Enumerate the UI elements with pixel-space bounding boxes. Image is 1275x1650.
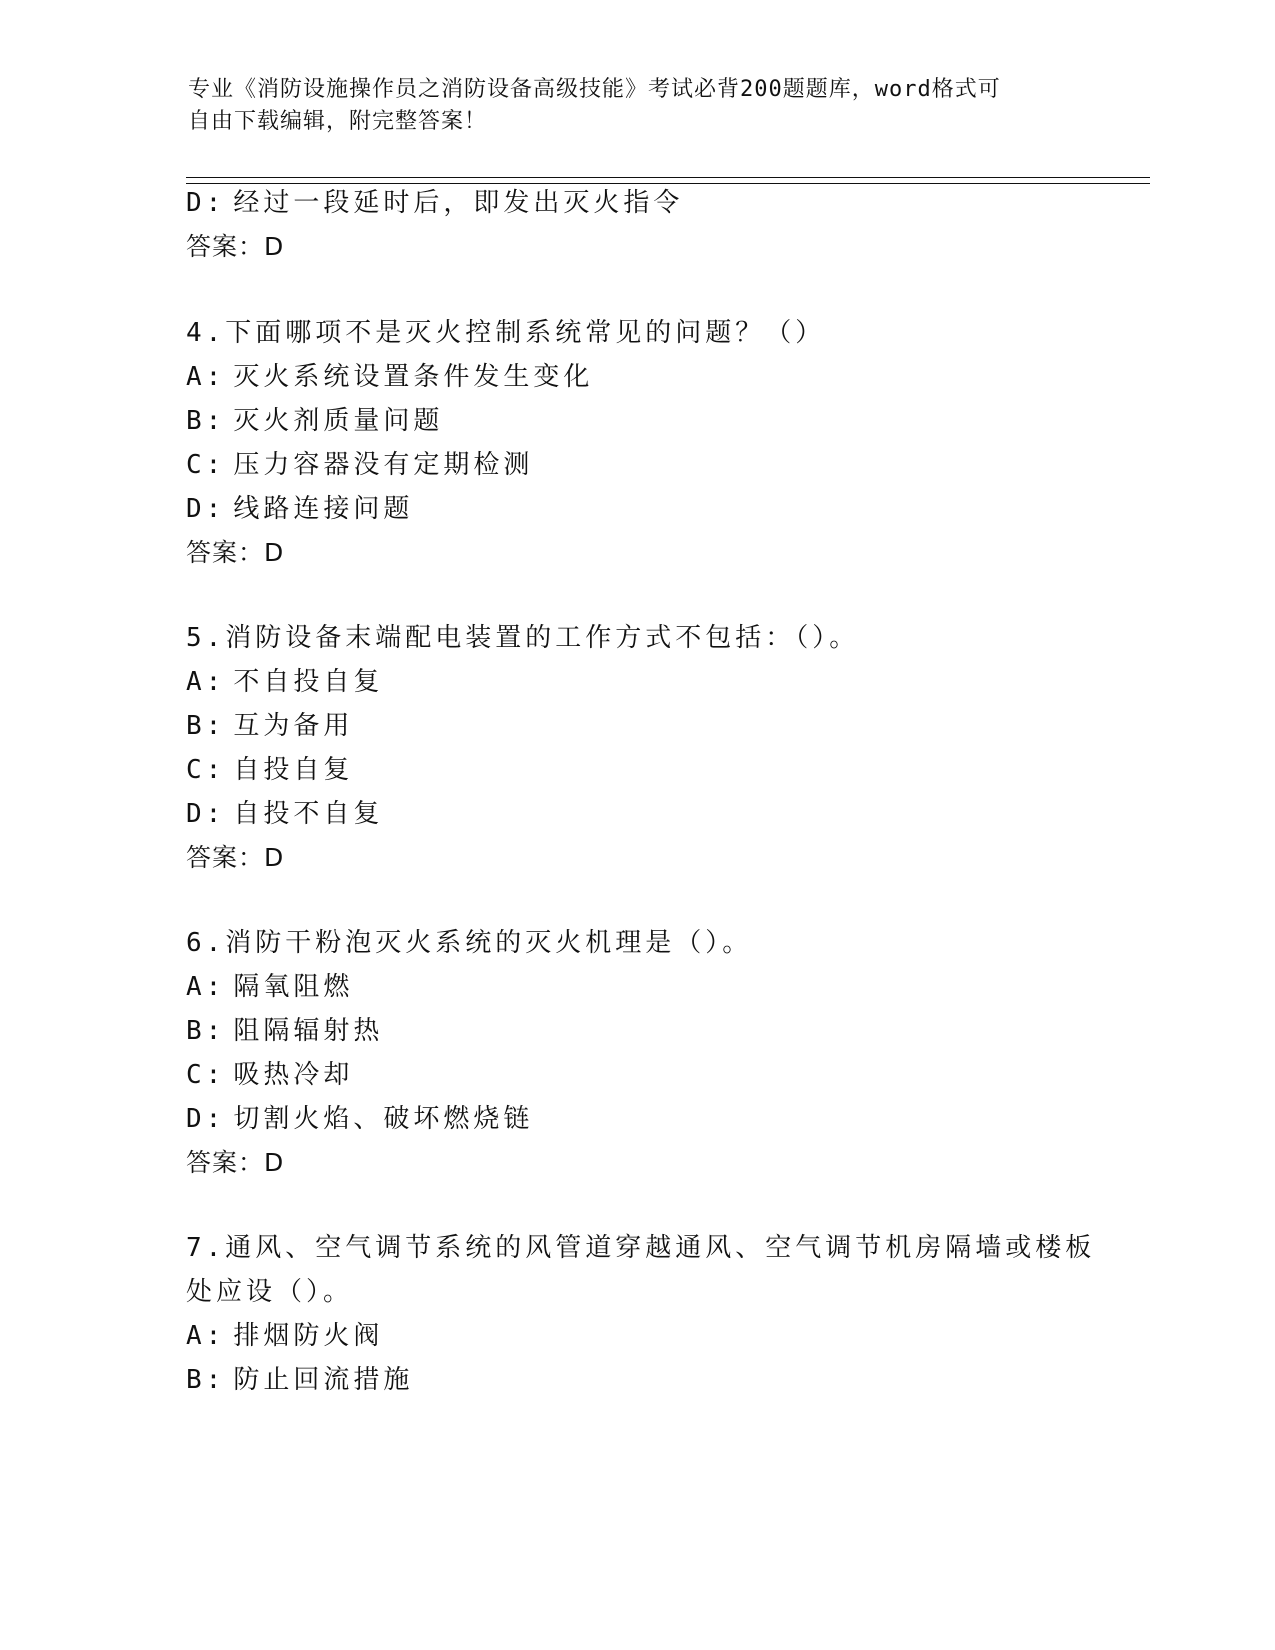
option-text: 压力容器没有定期检测 — [233, 450, 534, 480]
q3-option-d-label: D: — [186, 188, 226, 218]
q4-option-c — [186, 450, 533, 480]
q7-stem-line-1: 7.通风、空气调节系统的风管道穿越通风、空气调节机房隔墙或楼板 — [186, 1233, 1096, 1263]
option-text: 灭火剂质量问题 — [233, 406, 444, 436]
option-label: C: — [186, 755, 226, 785]
option-text: 吸热冷却 — [233, 1060, 354, 1090]
q7-stem-line-2: 处应设（）。 — [186, 1277, 354, 1307]
q5-option-d — [186, 799, 383, 829]
option-label: A: — [186, 972, 226, 1002]
option-text: 防止回流措施 — [233, 1365, 414, 1395]
q5-option-c — [186, 755, 353, 785]
header-line-1: 专业《消防设施操作员之消防设备高级技能》考试必背200题题库，word格式可 — [188, 77, 1001, 102]
q5-option-a — [186, 667, 383, 697]
option-text: 线路连接问题 — [233, 494, 414, 524]
q6-answer: 答案：D — [186, 1148, 285, 1177]
option-label: C: — [186, 1060, 226, 1090]
option-text: 切割火焰、破坏燃烧链 — [233, 1104, 534, 1134]
option-label: C: — [186, 450, 226, 480]
option-label: D: — [186, 494, 226, 524]
q6-option-b — [186, 1016, 383, 1046]
option-label: A: — [186, 667, 226, 697]
option-text: 自投自复 — [233, 755, 354, 785]
option-label: B: — [186, 1365, 226, 1395]
q6-stem: 6.消防干粉泡灭火系统的灭火机理是（）。 — [186, 928, 753, 958]
option-text: 隔氧阻燃 — [233, 972, 354, 1002]
option-label: B: — [186, 406, 226, 436]
q4-stem: 4.下面哪项不是灭火控制系统常见的问题？（） — [186, 318, 826, 348]
option-label: B: — [186, 1016, 226, 1046]
option-text: 自投不自复 — [233, 799, 384, 829]
option-text: 阻隔辐射热 — [233, 1016, 384, 1046]
option-text: 不自投自复 — [233, 667, 384, 697]
option-label: A: — [186, 362, 226, 392]
q4-option-a — [186, 362, 593, 392]
header-divider-top — [186, 177, 1150, 178]
q4-answer: 答案：D — [186, 538, 285, 567]
option-text: 排烟防火阀 — [233, 1321, 384, 1351]
document-header — [188, 74, 1068, 138]
q6-option-a — [186, 972, 353, 1002]
q5-answer: 答案：D — [186, 843, 285, 872]
option-label: B: — [186, 711, 226, 741]
q7-option-b — [186, 1365, 413, 1395]
option-label: D: — [186, 799, 226, 829]
q5-stem: 5.消防设备末端配电装置的工作方式不包括：（）。 — [186, 623, 860, 653]
option-label: D: — [186, 1104, 226, 1134]
option-text: 灭火系统设置条件发生变化 — [233, 362, 594, 392]
option-text: 互为备用 — [233, 711, 354, 741]
q3-option-d — [186, 188, 683, 218]
header-divider-bottom — [186, 183, 1150, 184]
q6-option-d — [186, 1104, 533, 1134]
q6-option-c — [186, 1060, 353, 1090]
q4-option-b — [186, 406, 443, 436]
q3-answer: 答案：D — [186, 232, 285, 261]
header-line-2: 自由下载编辑，附完整答案！ — [188, 109, 488, 134]
q5-option-b — [186, 711, 353, 741]
q7-option-a — [186, 1321, 383, 1351]
option-label: A: — [186, 1321, 226, 1351]
q3-option-d-text: 经过一段延时后，即发出灭火指令 — [233, 188, 684, 218]
q4-option-d — [186, 494, 413, 524]
